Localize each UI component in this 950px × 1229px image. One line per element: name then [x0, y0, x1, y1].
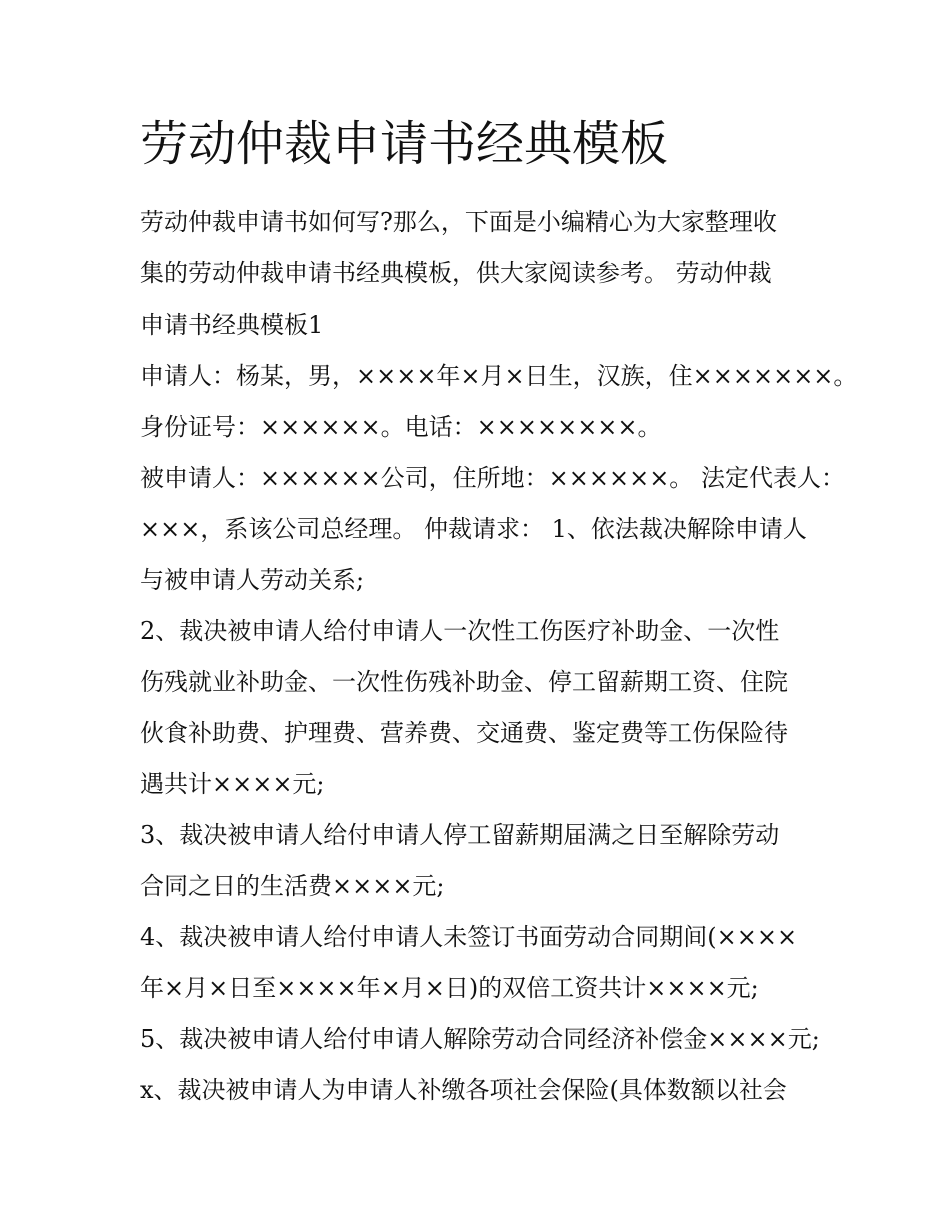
body-line: 伙食补助费、护理费、营养费、交通费、鉴定费等工伤保险待	[140, 719, 788, 747]
body-line: 伤残就业补助金、一次性伤残补助金、停工留薪期工资、住院	[140, 668, 788, 696]
body-line: 合同之日的生活费××××元;	[140, 872, 445, 900]
body-line: 劳动仲裁申请书如何写?那么，下面是小编精心为大家整理收	[140, 208, 777, 236]
body-line: x、裁决被申请人为申请人补缴各项社会保险(具体数额以社会	[140, 1076, 787, 1104]
body-line: ×××，系该公司总经理。 仲裁请求： 1、依法裁决解除申请人	[140, 515, 807, 543]
body-line: 与被申请人劳动关系;	[140, 566, 365, 594]
body-line: 遇共计××××元;	[140, 770, 325, 798]
document-title: 劳动仲裁申请书经典模板	[140, 116, 669, 172]
body-line: 集的劳动仲裁申请书经典模板，供大家阅读参考。 劳动仲裁	[140, 259, 772, 287]
body-line: 3、裁决被申请人给付申请人停工留薪期届满之日至解除劳动	[140, 821, 780, 849]
body-line: 申请书经典模板1	[140, 311, 324, 339]
body-line: 申请人：杨某，男，××××年×月×日生，汉族，住×××××××。	[140, 362, 858, 390]
body-line: 2、裁决被申请人给付申请人一次性工伤医疗补助金、一次性	[140, 617, 780, 645]
body-line: 5、裁决被申请人给付申请人解除劳动合同经济补偿金××××元;	[140, 1025, 820, 1053]
body-line: 身份证号：××××××。电话：××××××××。	[140, 413, 662, 441]
body-line: 4、裁决被申请人给付申请人未签订书面劳动合同期间(××××	[140, 923, 798, 951]
body-line: 年×月×日至××××年×月×日)的双倍工资共计××××元;	[140, 974, 759, 1002]
body-line: 被申请人：××××××公司，住所地：××××××。 法定代表人：	[140, 464, 845, 492]
